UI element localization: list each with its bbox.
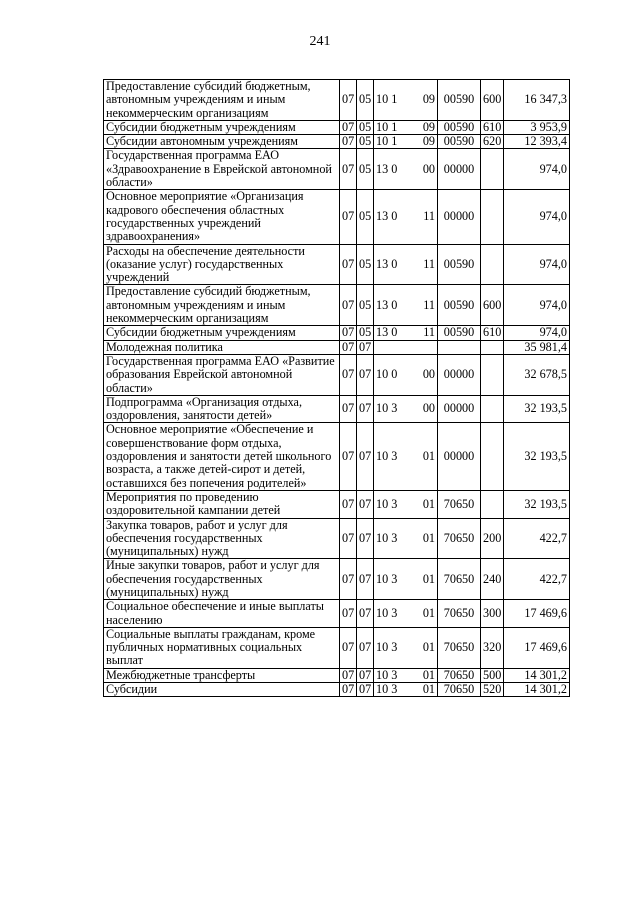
- row-target-article: [374, 559, 438, 600]
- row-subsection: 05: [357, 120, 374, 134]
- row-subsection: 05: [357, 80, 374, 121]
- row-expense-type: [481, 490, 504, 518]
- row-section: 07: [340, 244, 357, 285]
- row-program-code: 10 1: [376, 119, 398, 134]
- table-row: [104, 120, 570, 134]
- row-event-code: 00: [422, 401, 435, 416]
- row-amount: 32 193,5: [504, 423, 570, 490]
- row-direction-code: [438, 340, 481, 354]
- row-subsection: 05: [357, 149, 374, 190]
- row-event-code: 01: [422, 530, 435, 545]
- row-program-code: 13 0: [376, 297, 398, 312]
- row-amount: 12 393,4: [504, 135, 570, 149]
- row-subsection: 07: [357, 354, 374, 395]
- row-amount: 974,0: [504, 244, 570, 285]
- table-row: [104, 559, 570, 600]
- row-subsection: 05: [357, 190, 374, 244]
- row-subsection: 07: [357, 683, 374, 697]
- table-row: [104, 518, 570, 559]
- row-subsection: 07: [357, 340, 374, 354]
- row-amount: 17 469,6: [504, 600, 570, 628]
- row-section: 07: [340, 627, 357, 668]
- row-subsection: 05: [357, 285, 374, 326]
- row-amount: 14 301,2: [504, 668, 570, 682]
- row-amount: 974,0: [504, 285, 570, 326]
- table-row: [104, 600, 570, 628]
- row-section: 07: [340, 285, 357, 326]
- row-section: 07: [340, 559, 357, 600]
- row-program-code: 13 0: [376, 161, 398, 176]
- row-section: 07: [340, 120, 357, 134]
- row-target-article: [374, 340, 438, 354]
- table-row: [104, 490, 570, 518]
- row-event-code: 09: [422, 119, 435, 134]
- row-expense-type: 320: [481, 627, 504, 668]
- row-section: 07: [340, 135, 357, 149]
- row-expense-type: [481, 354, 504, 395]
- row-direction-code: 00590: [438, 285, 481, 326]
- row-expense-type: 600: [481, 80, 504, 121]
- row-direction-code: 70650: [438, 518, 481, 559]
- row-direction-code: 00000: [438, 395, 481, 423]
- table-row: [104, 423, 570, 490]
- row-name: Подпрограмма «Организация отдыха, оздоровления, занятости детей»: [104, 395, 340, 423]
- row-program-code: 10 3: [376, 667, 398, 682]
- row-target-article: [374, 490, 438, 518]
- row-program-code: 10 3: [376, 401, 398, 416]
- row-event-code: 00: [422, 161, 435, 176]
- row-event-code: 01: [422, 667, 435, 682]
- row-name: Государственная программа ЕАО «Развитие образования Еврейской автономной области»: [104, 354, 340, 395]
- row-direction-code: 70650: [438, 683, 481, 697]
- row-subsection: 07: [357, 395, 374, 423]
- row-program-code: 10 3: [376, 530, 398, 545]
- row-event-code: 01: [422, 571, 435, 586]
- row-event-code: 01: [422, 449, 435, 464]
- row-subsection: 07: [357, 559, 374, 600]
- table-row: [104, 395, 570, 423]
- row-program-code: 10 3: [376, 605, 398, 620]
- row-subsection: 05: [357, 244, 374, 285]
- row-direction-code: 00590: [438, 135, 481, 149]
- row-event-code: 11: [423, 297, 435, 312]
- row-event-code: 09: [422, 92, 435, 107]
- row-amount: 14 301,2: [504, 683, 570, 697]
- row-direction-code: 70650: [438, 490, 481, 518]
- row-target-article: [374, 600, 438, 628]
- row-expense-type: [481, 395, 504, 423]
- row-program-code: 10 3: [376, 682, 398, 697]
- row-direction-code: 00590: [438, 326, 481, 340]
- row-name: Основное мероприятие «Обеспечение и совершенствование форм отдыха, оздоровления и занятости детей школьного возраста, а также детей-сирот и детей, оставшихся без попечения родителей»: [104, 423, 340, 490]
- row-name: Государственная программа ЕАО «Здравоохранение в Еврейской автономной области»: [104, 149, 340, 190]
- row-target-article: [374, 423, 438, 490]
- row-amount: 32 193,5: [504, 395, 570, 423]
- row-expense-type: 500: [481, 668, 504, 682]
- row-expense-type: 610: [481, 120, 504, 134]
- row-expense-type: 300: [481, 600, 504, 628]
- row-direction-code: 70650: [438, 600, 481, 628]
- row-name: Предоставление субсидий бюджетным, автономным учреждениям и иным некоммерческим организациям: [104, 80, 340, 121]
- row-amount: 3 953,9: [504, 120, 570, 134]
- row-expense-type: [481, 149, 504, 190]
- table-row: [104, 135, 570, 149]
- row-name: Социальные выплаты гражданам, кроме публичных нормативных социальных выплат: [104, 627, 340, 668]
- table-row: [104, 285, 570, 326]
- table-row: [104, 149, 570, 190]
- row-program-code: 13 0: [376, 256, 398, 271]
- table-row: [104, 326, 570, 340]
- row-direction-code: 00590: [438, 244, 481, 285]
- row-name: Субсидии: [104, 683, 340, 697]
- row-section: 07: [340, 490, 357, 518]
- row-name: Иные закупки товаров, работ и услуг для обеспечения государственных (муниципальных) нужд: [104, 559, 340, 600]
- row-expense-type: 610: [481, 326, 504, 340]
- row-program-code: 13 0: [376, 325, 398, 340]
- row-event-code: 01: [422, 605, 435, 620]
- row-expense-type: 600: [481, 285, 504, 326]
- row-subsection: 07: [357, 423, 374, 490]
- row-section: 07: [340, 149, 357, 190]
- row-expense-type: [481, 423, 504, 490]
- row-amount: 422,7: [504, 559, 570, 600]
- row-section: 07: [340, 340, 357, 354]
- row-target-article: [374, 120, 438, 134]
- row-subsection: 05: [357, 135, 374, 149]
- row-expense-type: [481, 340, 504, 354]
- row-section: 07: [340, 600, 357, 628]
- row-direction-code: 00000: [438, 423, 481, 490]
- budget-table: [103, 79, 570, 697]
- table-row: [104, 627, 570, 668]
- row-program-code: 10 1: [376, 134, 398, 149]
- row-name: Расходы на обеспечение деятельности (оказание услуг) государственных учреждений: [104, 244, 340, 285]
- row-target-article: [374, 668, 438, 682]
- row-subsection: 07: [357, 518, 374, 559]
- row-program-code: 10 0: [376, 367, 398, 382]
- row-expense-type: 200: [481, 518, 504, 559]
- row-event-code: 01: [422, 682, 435, 697]
- table-row: [104, 80, 570, 121]
- row-amount: 16 347,3: [504, 80, 570, 121]
- row-subsection: 07: [357, 490, 374, 518]
- row-section: 07: [340, 683, 357, 697]
- row-program-code: 10 3: [376, 449, 398, 464]
- row-name: Субсидии автономным учреждениям: [104, 135, 340, 149]
- row-program-code: 13 0: [376, 209, 398, 224]
- row-name: Предоставление субсидий бюджетным, автономным учреждениям и иным некоммерческим организациям: [104, 285, 340, 326]
- row-section: 07: [340, 518, 357, 559]
- table-row: [104, 668, 570, 682]
- budget-table-body: [104, 80, 570, 697]
- row-target-article: [374, 149, 438, 190]
- row-name: Субсидии бюджетным учреждениям: [104, 326, 340, 340]
- row-subsection: 07: [357, 627, 374, 668]
- row-target-article: [374, 518, 438, 559]
- row-subsection: 07: [357, 668, 374, 682]
- row-direction-code: 00000: [438, 354, 481, 395]
- row-section: 07: [340, 395, 357, 423]
- row-direction-code: 00590: [438, 120, 481, 134]
- row-direction-code: 70650: [438, 559, 481, 600]
- row-section: 07: [340, 668, 357, 682]
- row-event-code: 11: [423, 209, 435, 224]
- row-direction-code: 70650: [438, 668, 481, 682]
- row-amount: 422,7: [504, 518, 570, 559]
- row-expense-type: 240: [481, 559, 504, 600]
- row-name: Основное мероприятие «Организация кадрового обеспечения областных государственных учреждений здравоохранения»: [104, 190, 340, 244]
- row-target-article: [374, 326, 438, 340]
- row-program-code: 10 3: [376, 571, 398, 586]
- row-amount: 974,0: [504, 190, 570, 244]
- row-section: 07: [340, 80, 357, 121]
- row-amount: 35 981,4: [504, 340, 570, 354]
- row-subsection: 07: [357, 600, 374, 628]
- row-target-article: [374, 285, 438, 326]
- row-target-article: [374, 395, 438, 423]
- row-section: 07: [340, 354, 357, 395]
- table-row: [104, 190, 570, 244]
- row-program-code: 10 3: [376, 496, 398, 511]
- row-event-code: 09: [422, 134, 435, 149]
- row-amount: 974,0: [504, 326, 570, 340]
- table-row: [104, 354, 570, 395]
- row-amount: 17 469,6: [504, 627, 570, 668]
- row-expense-type: [481, 244, 504, 285]
- row-amount: 32 678,5: [504, 354, 570, 395]
- row-amount: 32 193,5: [504, 490, 570, 518]
- row-section: 07: [340, 190, 357, 244]
- row-section: 07: [340, 423, 357, 490]
- row-target-article: [374, 627, 438, 668]
- row-program-code: 10 3: [376, 640, 398, 655]
- row-direction-code: 00000: [438, 149, 481, 190]
- row-program-code: 10 1: [376, 92, 398, 107]
- row-name: Мероприятия по проведению оздоровительной кампании детей: [104, 490, 340, 518]
- row-event-code: 00: [422, 367, 435, 382]
- table-row: [104, 340, 570, 354]
- page-number: 241: [309, 34, 331, 49]
- row-target-article: [374, 683, 438, 697]
- row-direction-code: 70650: [438, 627, 481, 668]
- row-target-article: [374, 135, 438, 149]
- row-expense-type: 520: [481, 683, 504, 697]
- row-subsection: 05: [357, 326, 374, 340]
- row-target-article: [374, 244, 438, 285]
- row-direction-code: 00590: [438, 80, 481, 121]
- row-name: Социальное обеспечение и иные выплаты населению: [104, 600, 340, 628]
- row-direction-code: 00000: [438, 190, 481, 244]
- row-target-article: [374, 354, 438, 395]
- row-section: 07: [340, 326, 357, 340]
- row-event-code: 01: [422, 640, 435, 655]
- row-name: Закупка товаров, работ и услуг для обеспечения государственных (муниципальных) нужд: [104, 518, 340, 559]
- row-expense-type: [481, 190, 504, 244]
- row-name: Молодежная политика: [104, 340, 340, 354]
- row-event-code: 01: [422, 496, 435, 511]
- row-event-code: 11: [423, 325, 435, 340]
- row-target-article: [374, 190, 438, 244]
- row-target-article: [374, 80, 438, 121]
- row-expense-type: 620: [481, 135, 504, 149]
- row-name: Субсидии бюджетным учреждениям: [104, 120, 340, 134]
- table-row: [104, 244, 570, 285]
- row-amount: 974,0: [504, 149, 570, 190]
- row-event-code: 11: [423, 256, 435, 271]
- table-row: [104, 683, 570, 697]
- row-name: Межбюджетные трансферты: [104, 668, 340, 682]
